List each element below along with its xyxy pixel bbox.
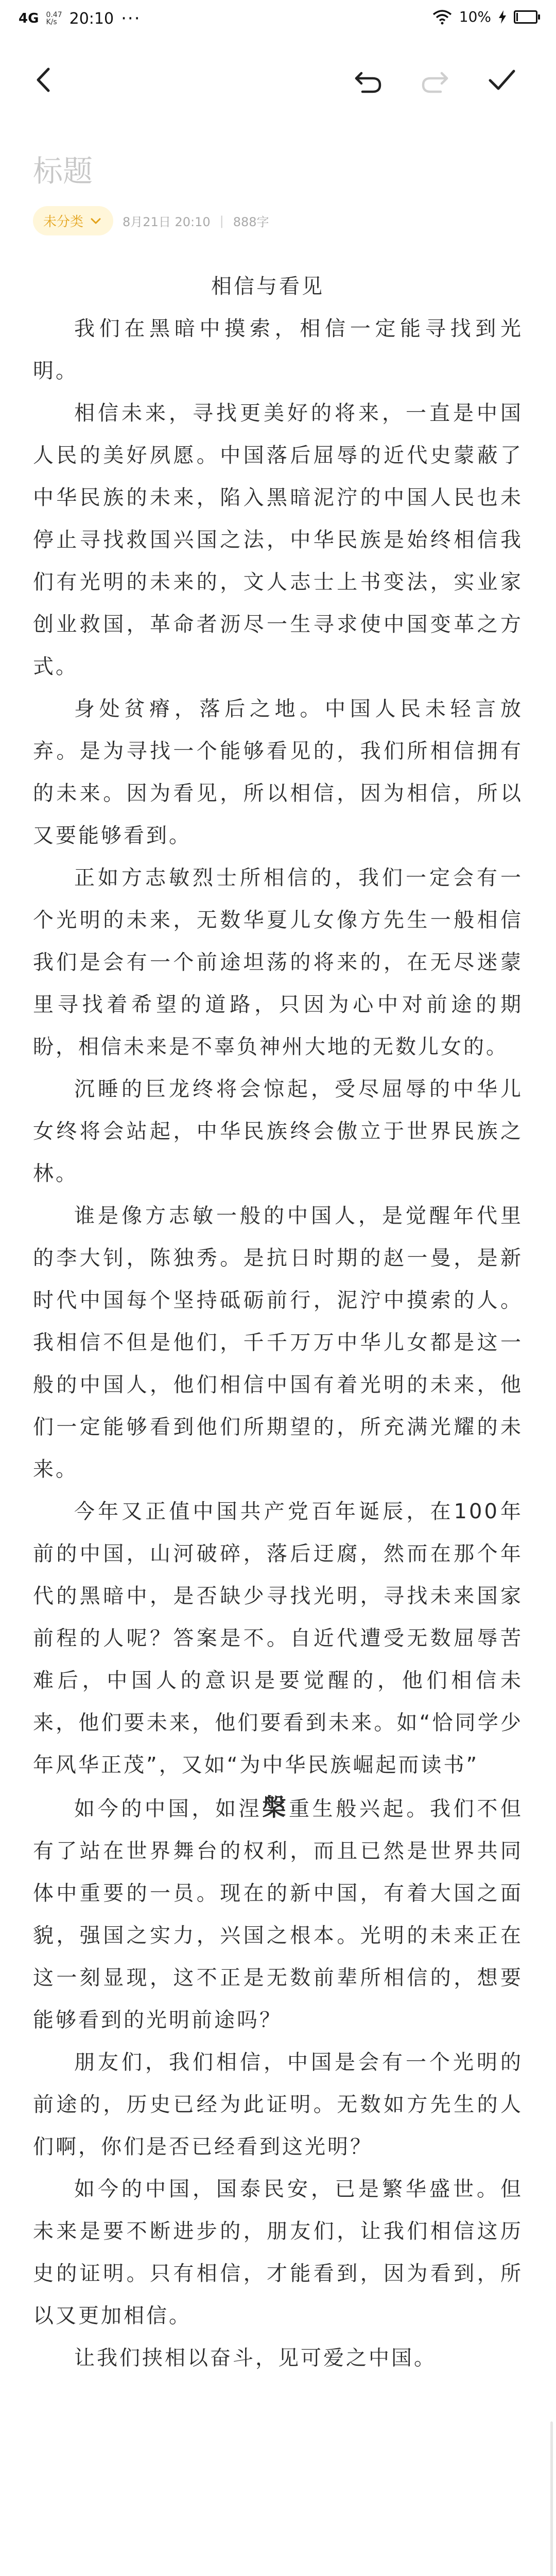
checkmark-icon [484, 62, 520, 98]
back-arrow-icon [26, 62, 62, 98]
paragraph: 身处贫瘠，落后之地。中国人民未轻言放弃。是为寻找一个能够看见的，我们所相信拥有的未来。因为看见，所以相信，因为相信，所以又要能够看到。 [33, 697, 523, 848]
battery-fill [516, 13, 518, 21]
editor-toolbar [0, 52, 556, 108]
battery-percent: 10% [459, 8, 491, 25]
bold-character: 槃 [262, 1793, 289, 1821]
paragraph: 我们在黑暗中摸索，相信一定能寻找到光明。 [33, 317, 523, 383]
note-meta [33, 206, 269, 235]
status-bar [0, 0, 556, 41]
paragraph: 如今的中国，国泰民安，已是繁华盛世。但未来是要不断进步的，朋友们，让我们相信这历史的证明。只有相信，才能看到，因为看到，所以又更加相信。 [33, 2177, 523, 2328]
paragraph: 相信未来，寻找更美好的将来，一直是中国人民的美好夙愿。中国落后屈辱的近代史蒙蔽了中华民族的未来，陷入黑暗泥泞的中国人民也未停止寻找救国兴国之法，中华民族是始终相信我们有光明的未来的，文人志士上书变法，实业家创业救国，革命者沥尽一生寻求使中国变革之方式。 [33, 401, 523, 679]
network-speed: 0.47 K/s [46, 11, 62, 26]
note-heading: 相信与看见 [211, 275, 324, 298]
category-selector[interactable] [33, 206, 113, 235]
note-date: 8月21日 20:10 [123, 215, 211, 229]
paragraph: 朋友们，我们相信，中国是会有一个光明的前途的，历史已经为此证明。无数如方先生的人们啊，你们是否已经看到这光明？ [33, 2050, 523, 2159]
meta-separator: | [219, 213, 224, 228]
scrollbar[interactable] [550, 2421, 553, 2576]
paragraph: 正如方志敏烈士所相信的，我们一定会有一个光明的未来，无数华夏儿女像方先生一般相信我们是会有一个前途坦荡的将来的，在无尽迷蒙里寻找着希望的道路，只因为心中对前途的期盼，相信未来是不辜负神州大地的无数儿女的。 [33, 866, 523, 1059]
paragraph: 沉睡的巨龙终将会惊起，受尽屈辱的中华儿女终将会站起，中华民族终会傲立于世界民族之林。 [33, 1077, 523, 1185]
char-count: 888字 [233, 215, 269, 229]
category-label: 未分类 [43, 214, 84, 230]
redo-icon [417, 62, 453, 98]
paragraph-text: 如今的中国，如涅 [74, 1797, 263, 1821]
paragraph: 谁是像方志敏一般的中国人，是觉醒年代里的李大钊，陈独秀。是抗日时期的赵一曼，是新时代中国每个坚持砥砺前行，泥泞中摸索的人。我相信不但是他们，千千万万中华儿女都是这一般的中国人，他们相信中国有着光明的未来，他们一定能够看到他们所期望的，所充满光耀的未来。 [33, 1204, 523, 1481]
battery-icon [514, 10, 537, 24]
status-time: 20:10 [69, 9, 114, 28]
undo-button[interactable] [350, 62, 386, 98]
wifi-icon [432, 9, 452, 25]
paragraph: 今年又正值中国共产党百年诞辰，在100年前的中国，山河破碎，落后迂腐，然而在那个年代的黑暗中，是否缺少寻找光明，寻找未来国家前程的人呢？答案是不。自近代遭受无数屈辱苦难后，中国人的意识是要觉醒的，他们相信未来，他们要未来，他们要看到未来。如“恰同学少年风华正茂”，又如“为中华民族崛起而读书” [33, 1500, 523, 1777]
title-input[interactable]: 标题 [33, 154, 93, 189]
note-body-editor[interactable] [33, 265, 523, 2379]
save-confirm-button[interactable] [484, 62, 520, 98]
redo-button[interactable] [417, 62, 453, 98]
paragraph [33, 1786, 523, 2041]
paragraph-text: 重生般兴起。我们不但有了站在世界舞台的权利，而且已然是世界共同体中重要的一员。现在的新中国，有着大国之面貌，强国之实力，兴国之根本。光明的未来正在这一刻显现，这不正是无数前辈所相信的，想要能够看到的光明前途吗？ [33, 1797, 524, 2032]
chevron-down-icon [89, 214, 103, 228]
signal-indicator: 4G [19, 11, 39, 26]
more-dots-icon: ··· [121, 8, 141, 29]
back-button[interactable] [26, 62, 62, 98]
undo-icon [350, 62, 386, 98]
charging-bolt-icon [498, 10, 507, 24]
paragraph: 让我们挟相以奋斗，见可爱之中国。 [74, 2346, 437, 2370]
